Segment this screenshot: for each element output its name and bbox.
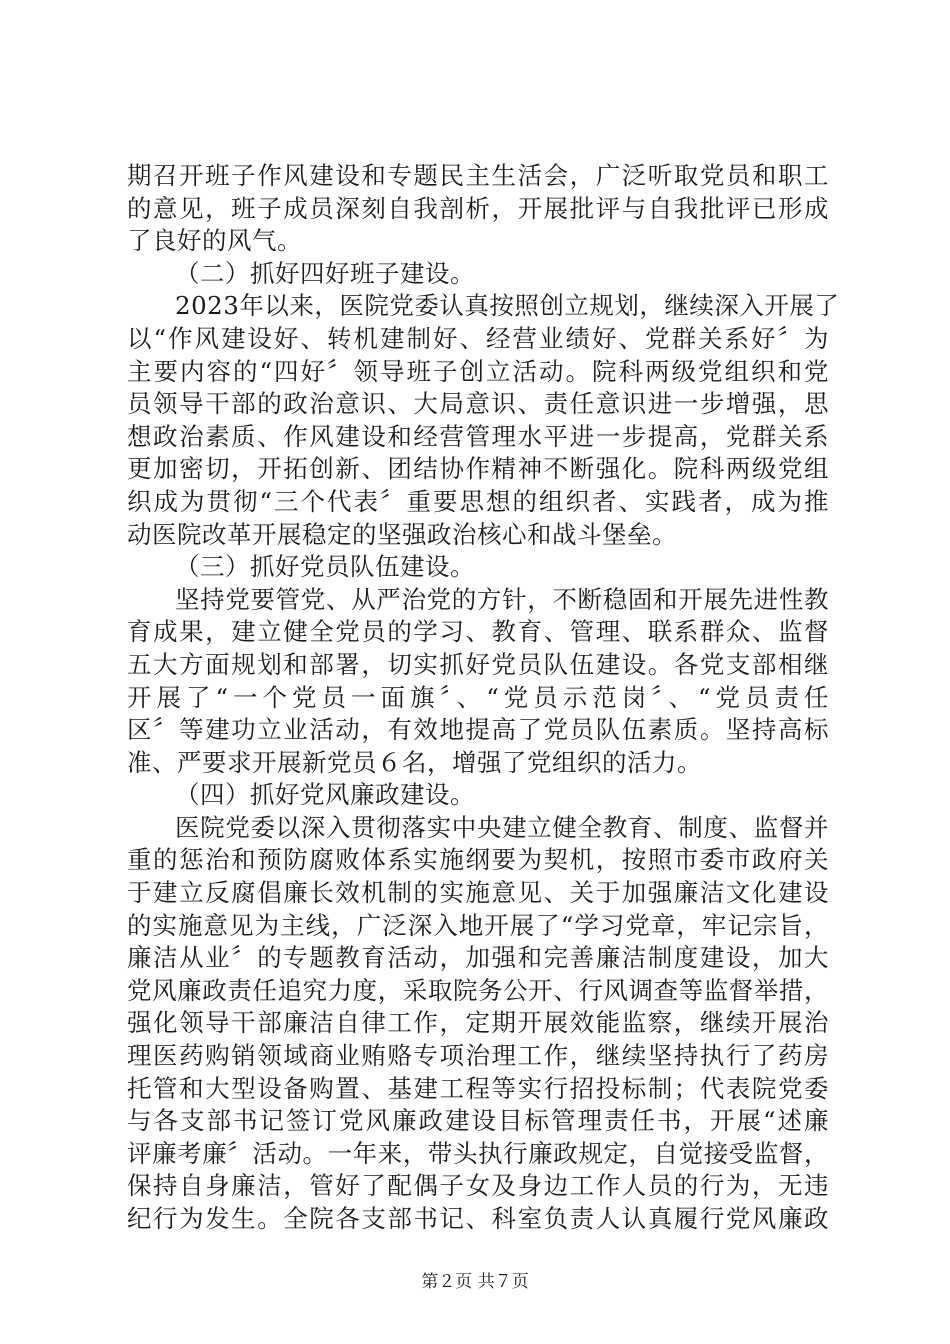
- text-line: 以“作风建设好、转机建制好、经营业绩好、党群关系好〞为: [127, 323, 829, 353]
- text-line: 员领导干部的政治意识、大局意识、责任意识进一步增强，思: [127, 389, 829, 419]
- text-line: 于建立反腐倡廉长效机制的实施意见、关于加强廉洁文化建设: [127, 878, 829, 908]
- paragraph-first-line: 坚持党要管党、从严治党的方针，不断稳固和开展先进性教: [175, 584, 829, 614]
- text-line: 了良好的风气。: [127, 226, 302, 256]
- text-line: 党风廉政责任追究力度，采取院务公开、行风调查等监督举措，: [127, 975, 829, 1005]
- text-line: 廉洁从业〞的专题教育活动，加强和完善廉洁制度建设，加大: [127, 943, 829, 973]
- text-line: 保持自身廉洁，管好了配偶子女及身边工作人员的行为，无违: [127, 1171, 829, 1201]
- text-line: 期召开班子作风建设和专题民主生活会，广泛听取党员和职工: [127, 161, 829, 190]
- text-line: 的意见，班子成员深刻自我剖析，开展批评与自我批评已形成: [127, 193, 829, 223]
- text-line: 评廉考廉〞活动。一年来，带头执行廉政规定，自觉接受监督，: [127, 1138, 829, 1168]
- text-line: 重的惩治和预防腐败体系实施纲要为契机，按照市委市政府关: [127, 845, 829, 875]
- text-line: 育成果，建立健全党员的学习、教育、管理、联系群众、监督: [127, 617, 829, 647]
- text-line: 准、严要求开展新党员６名，增强了党组织的活力。: [127, 747, 702, 777]
- text-line: 理医药购销领域商业贿赂专项治理工作，继续坚持执行了药房: [127, 1041, 829, 1071]
- text-line: 与各支部书记签订党风廉政建设目标管理责任书，开展“述廉: [127, 1106, 829, 1136]
- text-line: 开展了“一个党员一面旗〞、“党员示范岗〞、“党员责任: [127, 682, 829, 712]
- text-line: 托管和大型设备购置、基建工程等实行招投标制；代表院党委: [127, 1073, 829, 1103]
- text-line: 织成为贯彻“三个代表〞重要思想的组织者、实践者，成为推: [127, 486, 829, 516]
- section-heading: （三）抓好党员队伍建设。: [175, 552, 475, 582]
- document-body: [127, 160, 840, 1236]
- text-line: 的实施意见为主线，广泛深入地开展了“学习党章，牢记宗旨，: [127, 910, 829, 940]
- text-line: 强化领导干部廉洁自律工作，定期开展效能监察，继续开展治: [127, 1008, 829, 1038]
- text-line: 五大方面规划和部署，切实抓好党员队伍建设。各党支部相继: [127, 649, 829, 679]
- text-line: 主要内容的“四好〞领导班子创立活动。院科两级党组织和党: [127, 356, 829, 386]
- section-heading: （四）抓好党风廉政建设。: [175, 780, 475, 810]
- text-line: 更加密切，开拓创新、团结协作精神不断强化。院科两级党组: [127, 454, 829, 484]
- text-line: 想政治素质、作风建设和经营管理水平进一步提高，党群关系: [127, 421, 829, 451]
- page-number-footer: 第２页 共７页: [421, 1272, 529, 1292]
- paragraph-first-line: 医院党委以深入贯彻落实中央建立健全教育、制度、监督并: [175, 812, 829, 842]
- text-line: 区〞等建功立业活动，有效地提高了党员队伍素质。坚持高标: [127, 715, 829, 745]
- text-line: 动医院改革开展稳定的坚强政治核心和战斗堡垒。: [127, 519, 677, 549]
- section-heading: （二）抓好四好班子建设。: [175, 258, 475, 288]
- paragraph-first-line: 2023年以来，医院党委认真按照创立规划，继续深入开展了: [175, 291, 840, 321]
- text-line: 纪行为发生。全院各支部书记、科室负责人认真履行党风廉政: [127, 1204, 829, 1233]
